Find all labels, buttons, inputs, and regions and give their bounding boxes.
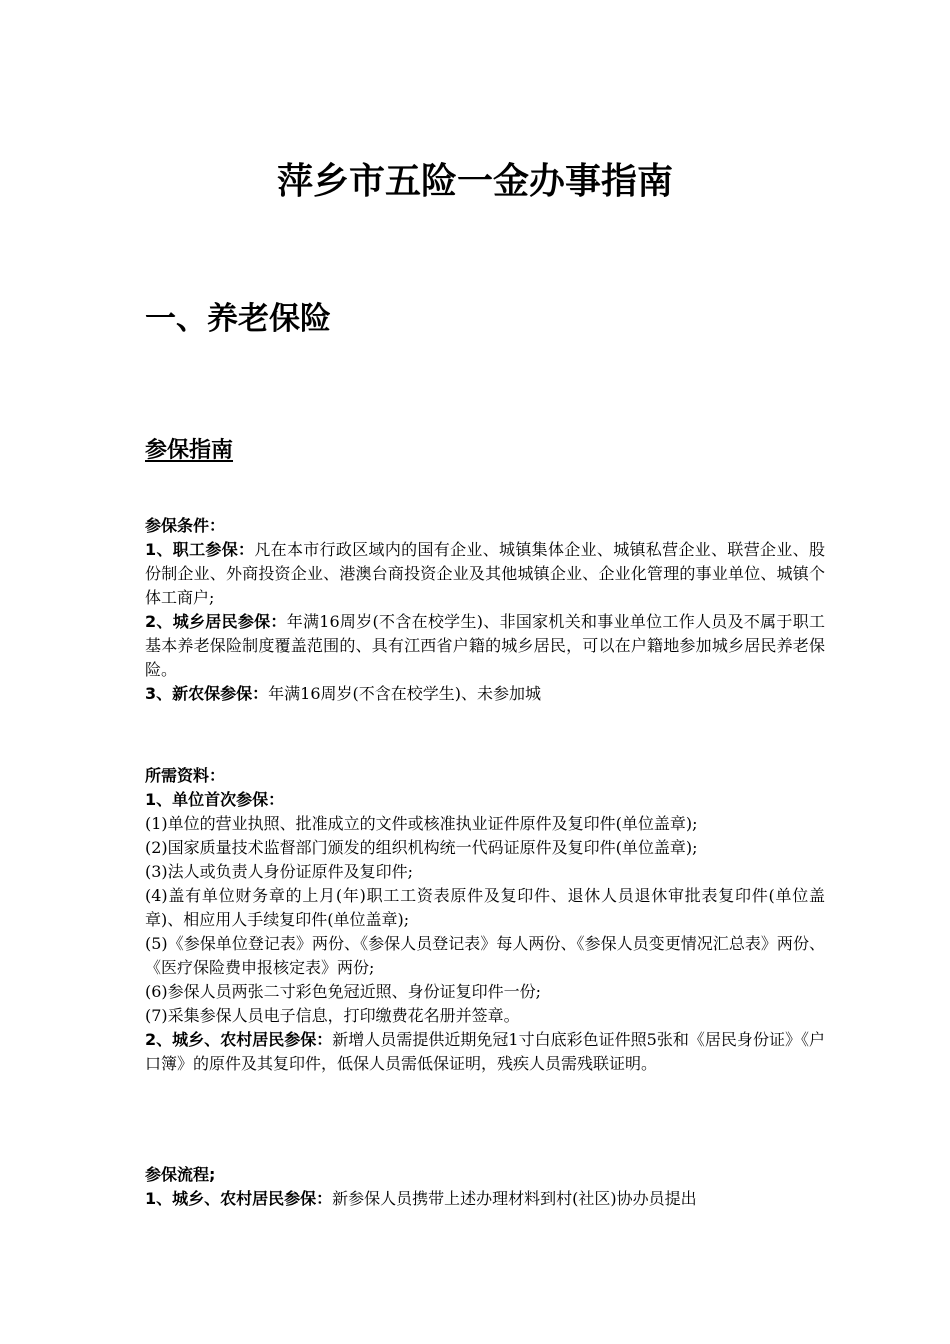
condition-text: 年满16周岁(不含在校学生)、未参加城: [268, 684, 541, 703]
condition-label: 1、职工参保：: [145, 540, 255, 559]
condition-item: [145, 682, 825, 706]
material-item: (4)盖有单位财务章的上月(年)职工工资表原件及复印件、退休人员退休审批表复印件(单位盖章)、相应用人手续复印件(单位盖章);: [145, 886, 825, 929]
material-item: (6)参保人员两张二寸彩色免冠近照、身份证复印件一份;: [145, 982, 542, 1001]
material-item: (5)《参保单位登记表》两份、《参保人员登记表》每人两份、《参保人员变更情况汇总表》两份、《医疗保险费申报核定表》两份;: [145, 934, 825, 977]
process-text: 新参保人员携带上述办理材料到村(社区)协办员提出: [332, 1189, 697, 1208]
resident-materials-item: [145, 1028, 825, 1076]
condition-item: [145, 610, 825, 682]
resident-materials-text: 新增人员需提供近期免冠1寸白底彩色证件照5张和《居民身份证》《户口簿》的原件及其复印件，低保人员需低保证明，残疾人员需残联证明。: [145, 1030, 825, 1073]
document-title: 萍乡市五险一金办事指南: [276, 161, 673, 202]
condition-text: 凡在本市行政区域内的国有企业、城镇集体企业、城镇私营企业、联营企业、股份制企业、外商投资企业、港澳台商投资企业及其他城镇企业、企业化管理的事业单位、城镇个体工商户;: [145, 540, 825, 607]
section-heading-pension: 一、养老保险: [145, 301, 331, 337]
resident-materials-label: 2、城乡、农村居民参保：: [145, 1030, 333, 1049]
materials-heading: 所需资料：: [145, 766, 226, 785]
conditions-heading: 参保条件：: [145, 516, 226, 535]
material-item: (7)采集参保人员电子信息，打印缴费花名册并签章。: [145, 1006, 520, 1025]
process-heading: 参保流程;: [145, 1165, 216, 1184]
material-item: (3)法人或负责人身份证原件及复印件;: [145, 862, 414, 881]
condition-label: 3、新农保参保：: [145, 684, 269, 703]
materials-block: [145, 764, 825, 1076]
material-item: (1)单位的营业执照、批准成立的文件或核准执业证件原件及复印件(单位盖章);: [145, 814, 698, 833]
unit-materials-label: 1、单位首次参保：: [145, 790, 285, 809]
conditions-block: [145, 514, 825, 706]
condition-text: 年满16周岁(不含在校学生)、非国家机关和事业单位工作人员及不属于职工基本养老保险制度覆盖范围的、具有江西省户籍的城乡居民，可以在户籍地参加城乡居民养老保险。: [145, 612, 825, 679]
condition-label: 2、城乡居民参保：: [145, 612, 287, 631]
document-page: [145, 0, 825, 1344]
process-item: [145, 1187, 825, 1211]
process-label: 1、城乡、农村居民参保：: [145, 1189, 333, 1208]
process-block: [145, 1163, 825, 1211]
subsection-heading-guide: 参保指南: [145, 438, 234, 463]
condition-item: [145, 538, 825, 610]
material-item: (2)国家质量技术监督部门颁发的组织机构统一代码证原件及复印件(单位盖章);: [145, 838, 698, 857]
